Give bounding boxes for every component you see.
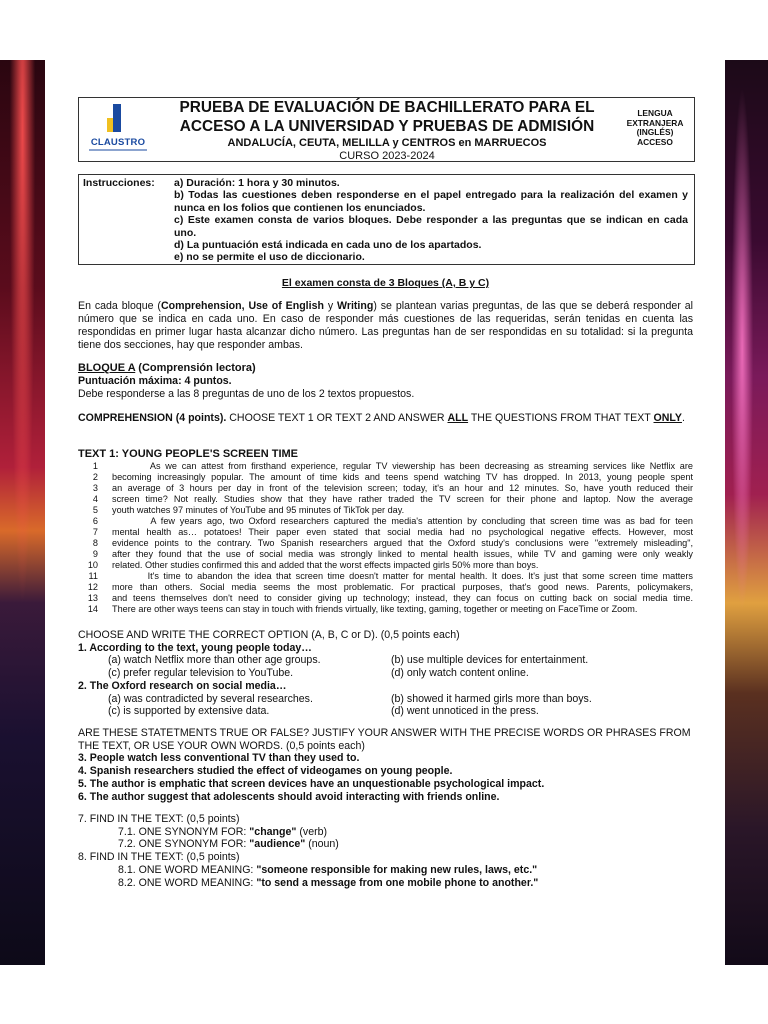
- intro-text: En cada bloque (: [78, 300, 161, 312]
- option-d: (d) went unnoticed in the press.: [391, 705, 539, 718]
- comprehension-only: ONLY: [653, 412, 682, 424]
- question-1-options: [78, 654, 693, 679]
- line-number: 6: [92, 516, 98, 527]
- line-text: mental health as… potatoes! Their paper even stated that social media had no psychological negative effects. However, most: [112, 527, 693, 538]
- text-line: [78, 571, 693, 582]
- question-8-2-prefix: 8.2. ONE WORD MEANING:: [118, 876, 257, 889]
- instructions-label: Instrucciones:: [83, 177, 155, 189]
- true-false-header: ARE THESE STATETMENTS TRUE OR FALSE? JUSTIFY YOUR ANSWER WITH THE PRECISE WORDS OR PHRASES FROM THE TEXT, OR USE YOUR OWN WORDS. (0,5 points each): [78, 727, 691, 752]
- block-a-instruction: Debe responderse a las 8 preguntas de uno de los 2 textos propuestos.: [78, 387, 415, 400]
- intro-paragraph: [78, 300, 693, 352]
- intro-bold-comprehension: Comprehension, Use of English: [160, 300, 324, 312]
- line-text: A few years ago, two Oxford researchers captured the media's attention by concluding that screen time was as bad for teen: [112, 516, 693, 527]
- question-8-1: [78, 864, 693, 877]
- intro-bold-writing: Writing: [337, 300, 374, 312]
- option-b: (b) use multiple devices for entertainment.: [391, 654, 589, 667]
- block-a-subtitle: (Comprensión lectora): [135, 362, 256, 374]
- question-8-1-definition: "someone responsible for making new rules, laws, etc.": [256, 863, 538, 876]
- question-7-2-suffix: (noun): [305, 838, 339, 851]
- text-line: [78, 505, 693, 516]
- instruction-item: c) Este examen consta de varios bloques. Debe responder a las preguntas que se indican en cada uno.: [174, 214, 688, 239]
- question-7: 7. FIND IN THE TEXT: (0,5 points): [78, 813, 240, 825]
- line-text: and teens themselves don't need to consider giving up technology; instead, they can focus on cutting back on social media time.: [112, 593, 693, 604]
- subject-line-4: ACCESO: [637, 136, 673, 147]
- exam-page: [45, 60, 725, 965]
- text-line: [78, 472, 693, 483]
- multiple-choice-header: CHOOSE AND WRITE THE CORRECT OPTION (A, B, C or D). (0,5 points each): [78, 629, 460, 641]
- option-a: (a) was contradicted by several researches.: [108, 692, 313, 705]
- question-7-2: [78, 838, 693, 851]
- question-8: 8. FIND IN THE TEXT: (0,5 points): [78, 851, 240, 864]
- line-number: 12: [87, 582, 98, 593]
- text-line: [78, 582, 693, 593]
- line-text: becoming increasingly popular. The amount of time kids and teens spend watching TV has dropped. In 2013, young people spent: [112, 472, 693, 483]
- comprehension-text: THE QUESTIONS FROM THAT TEXT: [468, 412, 654, 424]
- line-text: As we can attest from firsthand experience, regular TV viewership has been decreasing as streaming services like Netflix are: [112, 461, 693, 472]
- question-4: 4. Spanish researchers studied the effect of videogames on young people.: [78, 765, 453, 778]
- block-a-section: [78, 362, 693, 401]
- subject-line-2: EXTRANJERA: [626, 117, 684, 128]
- title-line-1: PRUEBA DE EVALUACIÓN DE BACHILLERATO PARA EL: [179, 99, 595, 116]
- text-line: [78, 483, 693, 494]
- instruction-item: e) no se permite el uso de diccionario.: [174, 251, 365, 264]
- line-number: 9: [92, 549, 98, 560]
- block-a-title: [78, 362, 693, 375]
- block-a-max-score: Puntuación máxima: 4 puntos.: [78, 375, 232, 388]
- question-3: 3. People watch less conventional TV than they used to.: [78, 752, 360, 765]
- question-7-2-prefix: 7.2. ONE SYNONYM FOR:: [118, 838, 250, 851]
- question-7-1-prefix: 7.1. ONE SYNONYM FOR:: [118, 825, 250, 838]
- line-number: 13: [87, 593, 98, 604]
- text-line: [78, 593, 693, 604]
- text-line: [78, 461, 693, 472]
- line-number: 1: [92, 461, 98, 472]
- claustro-logo-mark-icon: [107, 104, 123, 134]
- exam-title: [157, 98, 617, 163]
- line-text: screen time? Not really. Studies show that they have rather traded the TV screen for their phone and laptop. Now the average: [112, 494, 693, 505]
- question-2: 2. The Oxford research on social media…: [78, 679, 287, 692]
- option-b: (b) showed it harmed girls more than boys.: [391, 692, 592, 705]
- exam-structure-heading: El examen consta de 3 Bloques (A, B y C): [281, 277, 490, 289]
- text-1-title: TEXT 1: YOUNG PEOPLE'S SCREEN TIME: [78, 448, 299, 460]
- line-text: an average of 3 hours per day in front of the television screen; today, it's an hour and 12 minutes. So, have youth reduced their: [112, 483, 693, 494]
- question-8-2-definition: "to send a message from one mobile phone to another.": [256, 876, 539, 889]
- option-d: (d) only watch content online.: [391, 667, 529, 680]
- line-number: 5: [92, 505, 98, 516]
- line-number: 4: [92, 494, 98, 505]
- question-6: 6. The author suggest that adolescents should avoid interacting with friends online.: [78, 790, 500, 803]
- line-number: 8: [92, 538, 98, 549]
- text-line: [78, 516, 693, 527]
- question-7-1: [78, 826, 693, 839]
- title-line-3: ANDALUCÍA, CEUTA, MELILLA y CENTROS en MARRUECOS: [227, 136, 547, 149]
- text-line: [78, 604, 693, 615]
- text-line: [78, 538, 693, 549]
- comprehension-label: COMPREHENSION (4 points).: [78, 412, 227, 424]
- multiple-choice-section: [78, 629, 693, 718]
- exam-header: [78, 97, 695, 162]
- option-c: (c) prefer regular television to YouTube.: [108, 667, 294, 680]
- question-8-2: [78, 877, 693, 890]
- line-text: It's time to abandon the idea that screen time doesn't matter for mental health. It does. It's just that some screen time matters: [112, 571, 693, 582]
- comprehension-instruction: [78, 412, 693, 425]
- background-photo-right: [725, 60, 768, 965]
- line-text: more than others. Social media seems the most problematic. For practical purposes, that's good news. Parents, policymakers,: [112, 582, 693, 593]
- question-7-1-suffix: (verb): [296, 825, 328, 838]
- question-7-2-word: "audience": [249, 838, 306, 851]
- background-photo-left: [0, 60, 45, 965]
- comprehension-text: .: [681, 412, 685, 424]
- subject-label: [617, 109, 693, 148]
- question-7-1-word: "change": [249, 825, 297, 838]
- subject-line-1: LENGUA: [637, 108, 673, 118]
- line-number: 14: [87, 604, 98, 615]
- text-line: [78, 527, 693, 538]
- instruction-item: d) La puntuación está indicada en cada uno de los apartados.: [174, 238, 482, 251]
- title-line-2: ACCESO A LA UNIVERSIDAD Y PRUEBAS DE ADMISIÓN: [179, 117, 595, 135]
- intro-text: y: [323, 300, 338, 312]
- true-false-section: [78, 727, 693, 803]
- line-number: 11: [88, 571, 98, 582]
- question-2-options: [78, 693, 693, 718]
- question-1: 1. According to the text, young people today…: [78, 641, 312, 654]
- text-1-body: [78, 461, 693, 615]
- line-number: 2: [92, 472, 98, 483]
- intro-text: ) se plantean varias preguntas, de las que se deberá responder al número que se indica en cada uno. En caso de responder más cuestiones de las requeridas, serán tenidas en cuenta las respondidas en primer lugar hasta alcanzar dicho número. Las preguntas han de ser respondidas en su totalidad: si la pregunta tiene dos secciones, hay que responder ambas.: [78, 300, 693, 351]
- option-a: (a) watch Netflix more than other age groups.: [108, 654, 321, 667]
- vocabulary-section: [78, 813, 693, 889]
- instructions-list: [174, 177, 688, 264]
- question-8-1-prefix: 8.1. ONE WORD MEANING:: [118, 863, 257, 876]
- line-text: evidence points to the contrary. Two Spanish researchers argued that the Oxford study's conclusions were "extremely misleading",: [112, 538, 693, 549]
- logo-text: CLAUSTRO: [90, 137, 146, 148]
- block-a-label: BLOQUE A: [78, 362, 136, 374]
- comprehension-text: CHOOSE TEXT 1 OR TEXT 2 AND ANSWER: [226, 412, 448, 424]
- line-text: related. Other studies confirmed this and added that the worst effects impacted girls 50% more than boys.: [112, 560, 539, 571]
- text-line: [78, 494, 693, 505]
- option-c: (c) is supported by extensive data.: [108, 705, 270, 718]
- text-1: [78, 448, 693, 615]
- text-line: [78, 560, 693, 571]
- line-number: 3: [92, 483, 98, 494]
- comprehension-all: ALL: [447, 412, 469, 424]
- subject-line-3: (INGLÉS): [636, 127, 674, 138]
- instruction-item: b) Todas las cuestiones deben responderse en el papel entregado para la realización del examen y nunca en los folios que contienen los enunciados.: [174, 189, 688, 214]
- text-line: [78, 549, 693, 560]
- logo-underline: [89, 149, 147, 151]
- line-text: youth watches 97 minutes of YouTube and 95 minutes of TikTok per day.: [112, 505, 405, 516]
- claustro-logo: [87, 104, 149, 156]
- line-text: There are other ways teens can stay in touch with friends virtually, like texting, gaming, together or meeting on FaceTime or Zoom.: [112, 604, 638, 615]
- question-5: 5. The author is emphatic that screen devices have an unquestionable psychological impact.: [78, 777, 545, 790]
- line-text: after they found that the use of social media was strongly linked to mental health issues, while TV and gaming were only weakly: [112, 549, 693, 560]
- title-line-4: CURSO 2023-2024: [339, 149, 435, 162]
- line-number: 7: [92, 527, 98, 538]
- instruction-item: a) Duración: 1 hora y 30 minutos.: [174, 177, 340, 189]
- bottom-margin: [0, 965, 768, 1024]
- line-number: 10: [87, 560, 98, 571]
- instructions-box: [78, 174, 695, 265]
